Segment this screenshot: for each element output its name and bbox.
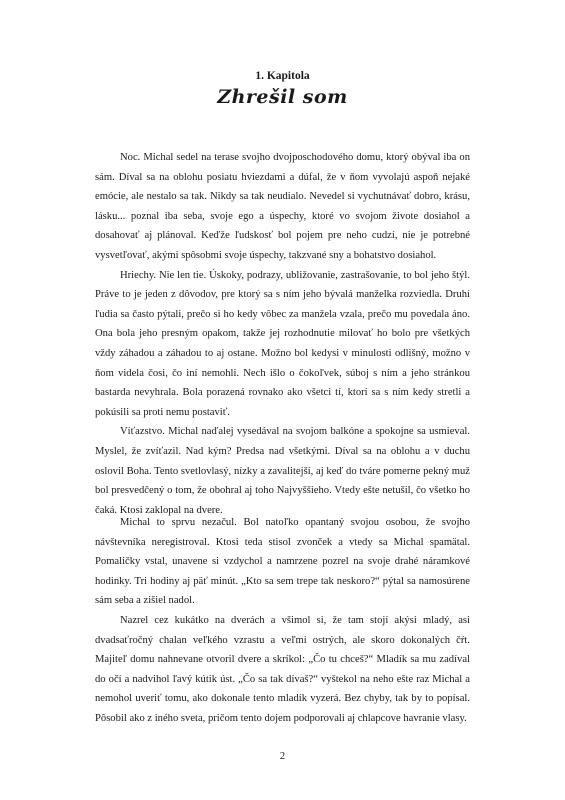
chapter-title: Zhrešil som	[217, 86, 348, 108]
text-section-2	[95, 513, 470, 729]
page-number: 2	[279, 751, 286, 762]
paragraph: Michal to sprvu nezačul. Bol natoľko opantaný svojou osobou, že svojho návštevníka neregistroval. Ktosi teda stisol zvonček a vtedy sa Michal spamätal. Pomaličky vstal, unavene si vzdychol a namrzene pozrel na svoje drahé náramkové hodinky. Tri hodiny aj päť minút. „Kto sa sem trepe tak neskoro?“ pýtal sa namosúrene sám seba a zišiel nadol.	[95, 517, 470, 607]
paragraph: Nazrel cez kukátko na dverách a všimol si, že tam stojí akýsi mladý, asi dvadsaťročný chalan veľkého vzrastu a veľmi ostrých, ale skoro dokonalých čŕt. Majiteľ domu nahnevane otvoril dvere a skríkol: „Čo tu chceš?“ Mladík sa mu zadíval do očí a nadvihol ľavý kútik úst. „Čo sa tak dívaš?“ vyštekol na neho ešte raz Michal a nemohol uveriť tomu, ako dokonale tento mladík vyzerá. Bez chyby, tak by to popísal. Pôsobil ako z iného sveta, pričom tento dojem podporovali aj chlapcove havranie vlasy.	[95, 614, 470, 724]
chapter-number: 1. Kapitola	[255, 70, 310, 82]
paragraph: Víťazstvo. Michal naďalej vysedával na svojom balkóne a spokojne sa usmieval. Myslel, že zvíťazil. Nad kým? Predsa nad všetkými. Díval sa na oblohu a v duchu oslovil Boha. Tento svetlovlasý, nízky a zavalitejší, aj keď do tváre pomerne pekný muž bol presvedčený o tom, že obohral aj toho Najvyššieho. Vtedy ešte netušil, čo všetko ho čaká. Ktosi zaklopal na dvere.	[95, 426, 470, 516]
paragraph: Noc. Michal sedel na terase svojho dvojposchodového domu, ktorý obýval iba on sám. Díval sa na oblohu posiatu hviezdami a dúfal, že v ňom vyvolajú aspoň nejaké emócie, ale nestalo sa tak. Nikdy sa tak neudialo. Nevedel si vychutnávať dobro, krásu, lásku... poznal iba seba, svoje ego a úspechy, ktoré vo svojom živote dosiahol a dosahovať aj plánoval. Keďže ľudskosť bol pojem pre neho cudzí, nie je potrebné vysvetľovať, akými spôsobmi svoje úspechy, takzvané sny a bohatstvo dosiahol.	[95, 152, 470, 261]
paragraph: Hriechy. Nie len tie. Úskoky, podrazy, ubližovanie, zastrašovanie, to bol jeho štýl. Práve to je jeden z dôvodov, pre ktorý sa s ním jeho bývalá manželka rozviedla. Druhí ľudia sa často pýtali, prečo si ho kedy vôbec za manžela vzala, prečo mu povedala áno. Ona bola jeho presným opakom, takže jej rozhodnutie milovať ho bolo pre všetkých vždy záhadou a záhadou to aj ostane. Možno bol kedysi v minulosti odlišný, možno v ňom videla čosi, čo iní nemohli. Nech išlo o čokoľvek, súboj s ním a jeho stránkou bastarda nevyhrala. Bola porazená rovnako ako všetci tí, ktorí sa s ním kedy stretli a pokúsili sa proti nemu postaviť.	[95, 269, 470, 418]
text-section-1	[95, 148, 470, 520]
